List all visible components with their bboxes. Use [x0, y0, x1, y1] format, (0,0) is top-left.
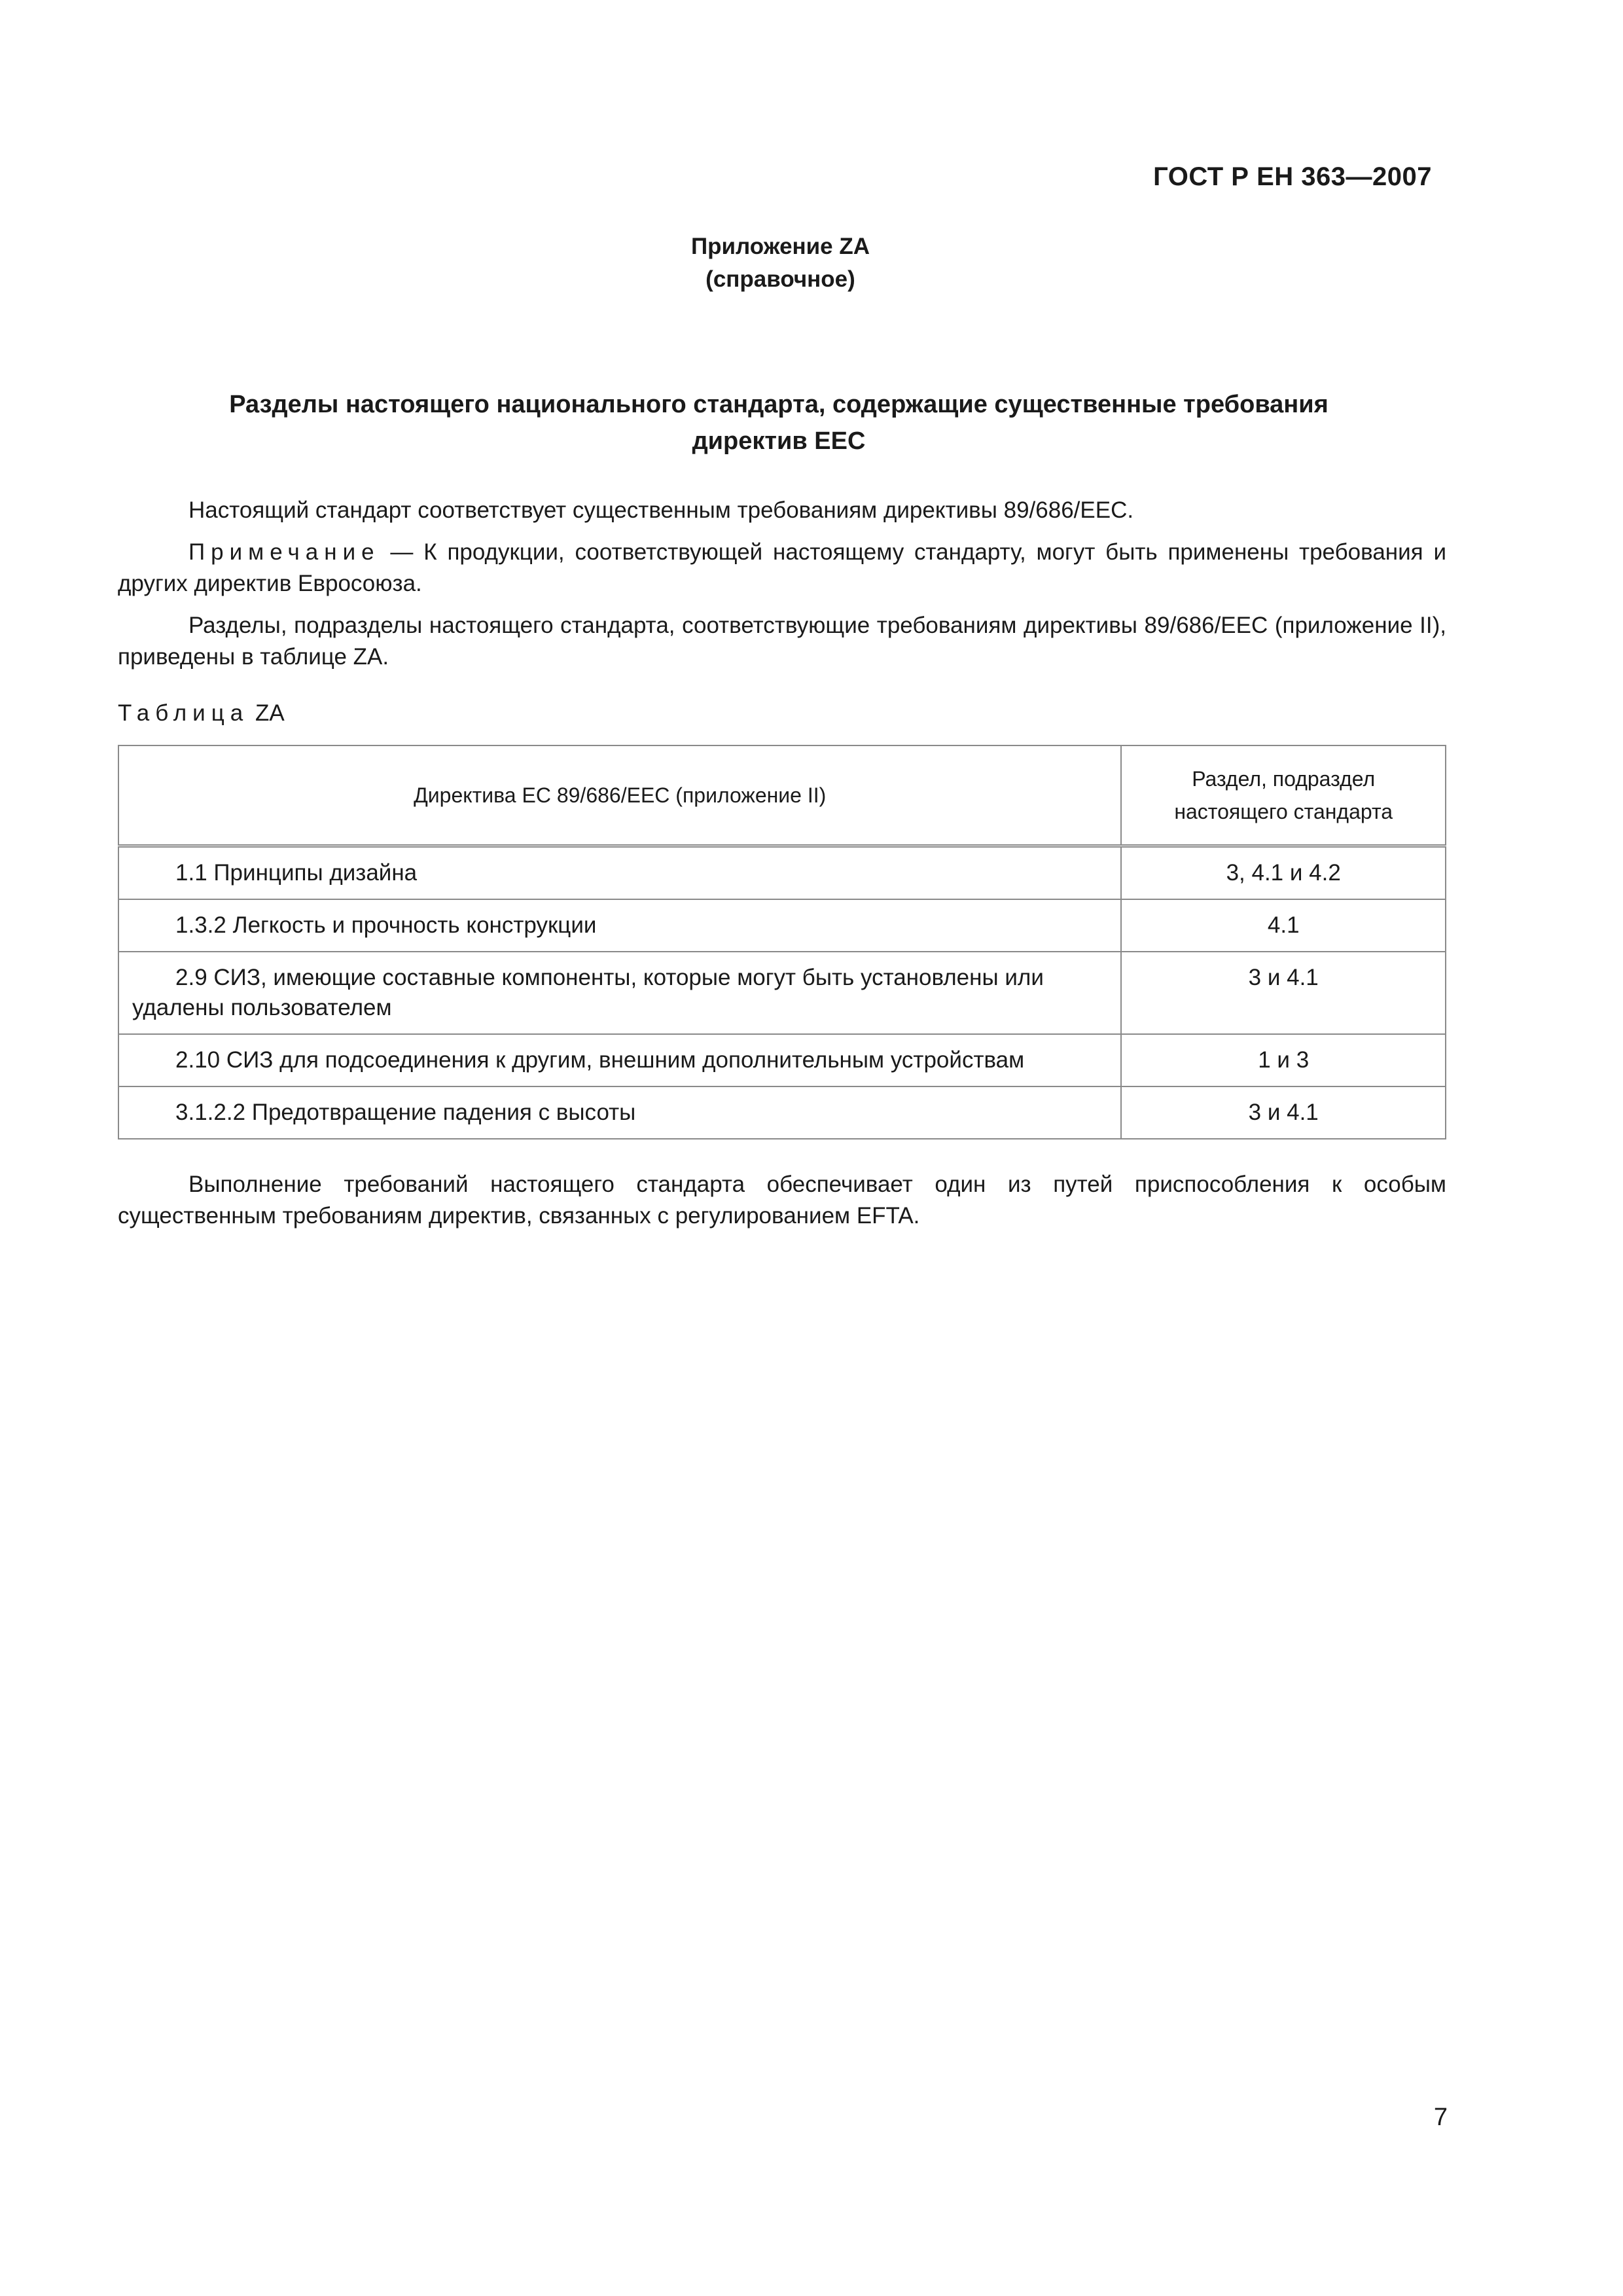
paragraph-note [118, 537, 1446, 600]
clause-text: СИЗ для подсоединения к другим, внешним дополнительным устройствам [226, 1047, 1025, 1073]
clause-text: СИЗ, имеющие составные компоненты, которые могут быть установлены или [213, 965, 1044, 990]
table-row [118, 899, 1446, 952]
clause-text: Предотвращение падения с высоты [251, 1100, 636, 1125]
clause-number: 2.10 [175, 1047, 221, 1073]
directive-cell [118, 846, 1121, 900]
clause-text-continued: удалены пользователем [132, 995, 392, 1020]
annex-title-line-2: директив ЕЕС [692, 427, 866, 455]
table-row [118, 1034, 1446, 1086]
section-cell: 3, 4.1 и 4.2 [1121, 846, 1446, 900]
note-text: — К продукции, соответствующей настоящему стандарту, могут быть применены требования и других директив Евросоюза. [118, 539, 1446, 596]
table-caption-label: Таблица [118, 700, 249, 726]
table-caption [118, 700, 285, 726]
clause-number: 2.9 [175, 965, 207, 990]
table-row [118, 1086, 1446, 1139]
annex-heading [0, 230, 1561, 296]
section-cell: 3 и 4.1 [1121, 1086, 1446, 1139]
section-cell: 4.1 [1121, 899, 1446, 952]
clause-text: Легкость и прочность конструкции [232, 912, 597, 938]
header-section-line-2: настоящего стандарта [1174, 800, 1393, 823]
note-label: Примечание [188, 539, 380, 565]
page-number: 7 [1433, 2104, 1448, 2131]
annex-label: Приложение ZA [690, 234, 870, 259]
header-directive: Директива ЕС 89/686/ЕЕС (приложение II) [118, 745, 1121, 846]
correspondence-table [118, 745, 1446, 1139]
table-row [118, 952, 1446, 1034]
paragraph-compliance [118, 495, 1446, 526]
header-section [1121, 745, 1446, 846]
paragraph-efta-text: Выполнение требований настоящего стандарта обеспечивает один из путей приспособления к особым существенным требованиям директив, связанных с регулированием EFTA. [118, 1172, 1446, 1229]
directive-cell [118, 1034, 1121, 1086]
clause-number: 1.1 [175, 860, 207, 886]
document-code: ГОСТ Р ЕН 363—2007 [1153, 162, 1432, 191]
directive-cell [118, 899, 1121, 952]
clause-number: 3.1.2.2 [175, 1100, 246, 1125]
table-caption-id: ZA [255, 700, 285, 726]
directive-cell [118, 1086, 1121, 1139]
clause-number: 1.3.2 [175, 912, 226, 938]
annex-status: (справочное) [705, 266, 855, 292]
paragraph-table-reference-text: Разделы, подразделы настоящего стандарта, соответствующие требованиям директивы 89/686/ЕЕС (приложение II), приведены в таблице ZA. [118, 613, 1446, 670]
header-section-line-1: Раздел, подраздел [1192, 767, 1376, 791]
annex-title [118, 386, 1440, 459]
clause-text: Принципы дизайна [213, 860, 418, 886]
paragraph-efta [118, 1169, 1446, 1232]
table-header-row [118, 745, 1446, 846]
annex-title-line-1: Разделы настоящего национального стандарта, содержащие существенные требования [229, 391, 1329, 418]
table-row [118, 846, 1446, 900]
paragraph-compliance-text: Настоящий стандарт соответствует существенным требованиям директивы 89/686/ЕЕС. [188, 497, 1134, 523]
section-cell: 3 и 4.1 [1121, 952, 1446, 1034]
directive-cell [118, 952, 1121, 1034]
section-cell: 1 и 3 [1121, 1034, 1446, 1086]
paragraph-table-reference [118, 610, 1446, 673]
